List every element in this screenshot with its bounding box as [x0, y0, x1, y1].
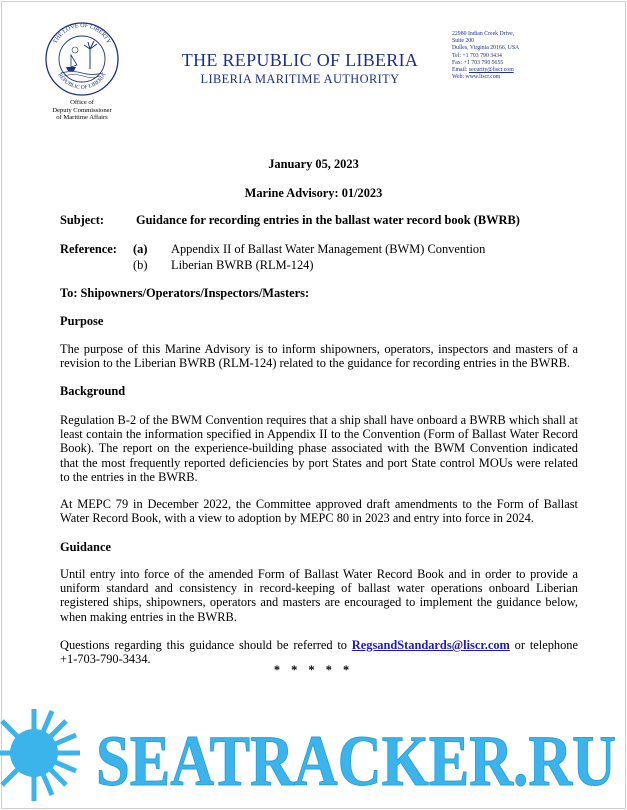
guidance-paragraph: Until entry into force of the amended Form of Ballast Water Record Book and in order to provide a uniform standard and consistency in record-keeping of ballast water operations onboard Liberian registered ships, shipowners, operators and masters are encouraged to implement the guidance below, when making entries in the BWRB.	[60, 567, 578, 624]
purpose-heading: Purpose	[60, 314, 104, 328]
seatracker-watermark	[0, 705, 627, 810]
purpose-paragraph: The purpose of this Marine Advisory is to inform shipowners, operators, inspectors and masters of a revision to the Liberian BWRB (RLM-124) related to the guidance for recording entries in the BWRB.	[60, 342, 578, 371]
regs-email-link[interactable]: RegsandStandards@liscr.com	[351, 638, 510, 652]
questions-text: or telephone +1-703-790-3434.	[60, 638, 578, 667]
questions-text: Questions regarding this guidance should be referred to	[60, 638, 352, 652]
security-email-link[interactable]: security@liscr.com	[468, 67, 514, 74]
recipients-line: To: Shipowners/Operators/Inspectors/Masters:	[60, 286, 310, 300]
office-label: Office of Deputy Commissioner of Maritime Affairs	[52, 99, 112, 122]
svg-text:REPUBLIC OF LIBERIA: REPUBLIC OF LIBERIA	[56, 72, 108, 91]
letterhead-title-block	[130, 49, 470, 87]
email-label: Email:	[452, 67, 468, 74]
republic-title: THE REPUBLIC OF LIBERIA	[181, 50, 419, 70]
subject-label: Subject:	[60, 213, 105, 227]
contact-address	[452, 31, 519, 81]
reference-item: Liberian BWRB (RLM-124)	[171, 258, 314, 272]
address-line: Suite 200	[452, 38, 475, 45]
telephone: Tel: +1 703 790 3434	[452, 52, 502, 59]
reference-marker: (b)	[133, 258, 148, 272]
background-paragraph: Regulation B-2 of the BWM Convention requires that a ship shall have onboard a BWRB which shall at least contain the information specified in Appendix II to the Convention (Form of Ballast Water Record Book). The report on the experience-building phase associated with the BWM Convention indicated that the most frequently reported deficiencies by port States and port State control MOUs were related to the entries in the BWRB.	[60, 413, 578, 484]
reference-item: Appendix II of Ballast Water Management (BWM) Convention	[171, 242, 486, 256]
background-paragraph: At MEPC 79 in December 2022, the Committee approved draft amendments to the Form of Ballast Water Record Book, with a view to adoption by MEPC 80 in 2023 and entry into force in 2024.	[60, 497, 578, 526]
authority-subtitle: LIBERIA MARITIME AUTHORITY	[200, 72, 400, 86]
sun-icon	[0, 709, 80, 801]
background-heading: Background	[60, 384, 126, 398]
guidance-heading: Guidance	[60, 540, 111, 554]
end-stars: * * * * *	[273, 663, 354, 677]
reference-marker: (a)	[133, 242, 148, 256]
email-line	[452, 67, 519, 74]
page-border	[1, 1, 626, 809]
address-line: Dulles, Virginia 20166, USA	[452, 45, 520, 52]
advisory-date: January 05, 2023	[268, 157, 359, 171]
subject-text: Guidance for recording entries in the ballast water record book (BWRB)	[136, 213, 520, 227]
watermark-text: SEATRACKER.RU	[96, 721, 616, 801]
liberia-seal-icon	[42, 17, 122, 99]
website: Web: www.liscr.com	[452, 74, 501, 81]
svg-text:THE LOVE OF LIBERTY: THE LOVE OF LIBERTY	[52, 22, 112, 45]
address-line: 22980 Indian Creek Drive,	[452, 31, 515, 37]
advisory-number: Marine Advisory: 01/2023	[244, 186, 383, 200]
fax: Fax: +1 703 790 5655	[452, 59, 504, 66]
reference-label: Reference:	[60, 242, 117, 256]
